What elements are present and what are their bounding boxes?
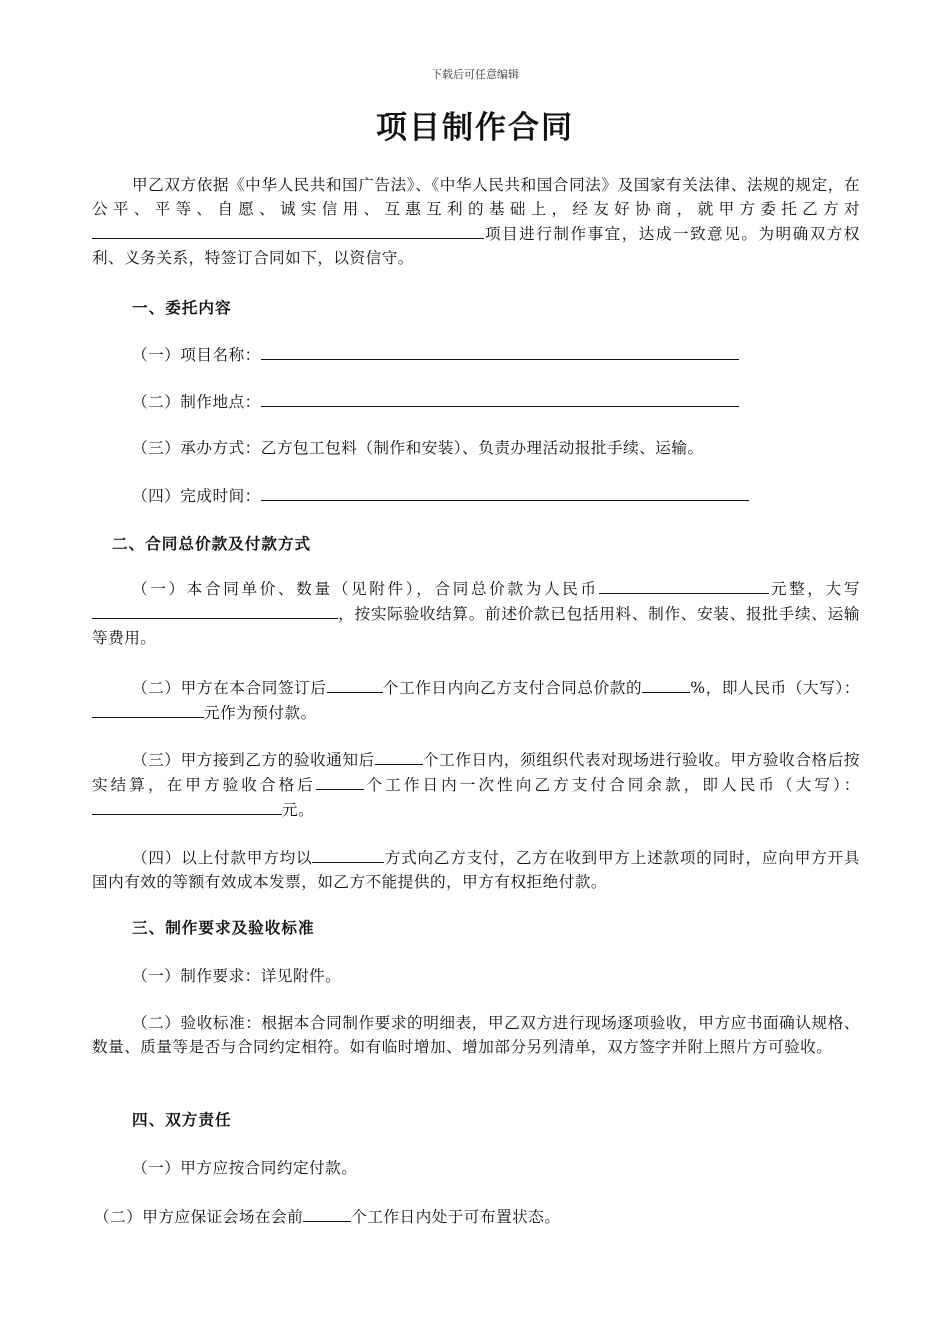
- total-price-blank: [599, 576, 769, 594]
- prepay-days-blank: [327, 675, 383, 693]
- item-completion-time: [132, 483, 749, 506]
- sec3-item-1-text: （一）制作要求：详见附件。: [132, 967, 342, 985]
- sec2-p1-text-c: ，按实际验收结算。前述价款已包括用料、制作、安装、报批手续、运输等费用。: [92, 605, 860, 647]
- sec4-item-2: [94, 1204, 560, 1227]
- item-project-name-label: （一）项目名称：: [132, 346, 261, 364]
- sec2-p3-text-b: 个工作日内，须组织代表对现场进行验收。甲方验收合格后按实结算，在甲方验收合格后: [92, 751, 860, 794]
- payment-method-blank: [312, 845, 384, 863]
- balance-amount-blank: [92, 797, 282, 815]
- item-undertaking: [132, 436, 704, 458]
- balance-days-blank: [316, 772, 364, 790]
- project-blank: [92, 221, 484, 239]
- sec4-item-2-text-a: （二）甲方应保证会场在会前: [94, 1208, 304, 1226]
- section-4-heading: 四、双方责任: [132, 1111, 232, 1129]
- sec4-item-2-text-b: 个工作日内处于可布置状态。: [351, 1208, 561, 1226]
- sec4-item-1: [132, 1156, 357, 1178]
- sec4-item-1-text: （一）甲方应按合同约定付款。: [132, 1159, 358, 1177]
- section-3-heading: 三、制作要求及验收标准: [132, 919, 315, 937]
- sec2-p3-text-d: 元。: [282, 801, 315, 819]
- item-location-label: （二）制作地点：: [132, 393, 261, 411]
- item-location: [132, 389, 739, 412]
- sec2-p1-text-a: （一）本合同单价、数量（见附件），合同总价款为人民币: [132, 580, 599, 598]
- intro-text-1: 甲乙双方依据《中华人民共和国广告法》、《中华人民共和国合同法》及国家有关法律、法规的规定，在公平、平等、自愿、诚实信用、互惠互利的基础上，经友好协商，就甲方委托乙方对: [92, 176, 860, 218]
- sec3-para-2: [92, 1011, 860, 1059]
- sec2-p2-text-c: %，即人民币（大写）：: [690, 679, 860, 697]
- item-project-name: [132, 342, 739, 365]
- completion-time-blank: [261, 483, 749, 501]
- sec2-para-4: [92, 845, 860, 894]
- prepay-percent-blank: [642, 675, 690, 693]
- header-note: 下载后可任意编辑: [431, 68, 519, 81]
- item-undertaking-text: （三）承办方式：乙方包工包料（制作和安装）、负责办理活动报批手续、运输。: [132, 439, 704, 457]
- page-title: 项目制作合同: [376, 110, 574, 146]
- prepay-amount-blank: [92, 700, 204, 718]
- sec2-p2-text-a: （二）甲方在本合同签订后: [132, 679, 327, 697]
- sec3-p2-text: （二）验收标准：根据本合同制作要求的明细表，甲乙双方进行现场逐项验收，甲方应书面确认规格、数量、质量等是否与合同约定相符。如有临时增加、增加部分另列清单，双方签字并附上照片方可验收。: [92, 1014, 860, 1056]
- sec2-p2-text-d: 元作为预付款。: [204, 704, 317, 722]
- price-in-words-blank: [92, 601, 338, 619]
- section-2-heading: 二、合同总价款及付款方式: [112, 535, 312, 553]
- sec2-p4-text-b: 方式向乙方支付，乙方在收到甲方上述款项的同时，应向甲方开具国内有效的等额有效成本发票，如乙方不能提供的，甲方有权拒绝付款。: [92, 849, 860, 891]
- sec3-item-1: [132, 964, 341, 986]
- sec2-p4-text-a: （四）以上付款甲方均以: [132, 849, 313, 867]
- sec2-para-2: [92, 675, 860, 725]
- sec2-p2-text-b: 个工作日内向乙方支付合同总价款的: [382, 679, 643, 697]
- sec2-p3-text-c: 个工作日内一次性向乙方支付合同余款，即人民币（大写）：: [363, 776, 860, 794]
- section-1-heading: 一、委托内容: [132, 299, 232, 317]
- inspection-days-blank: [375, 747, 423, 765]
- sec2-p3-text-a: （三）甲方接到乙方的验收通知后: [132, 751, 375, 769]
- sec2-para-3: [92, 747, 860, 822]
- intro-paragraph: [92, 173, 860, 270]
- project-name-blank: [261, 342, 739, 360]
- venue-days-blank: [303, 1204, 351, 1222]
- sec2-p1-text-b: 元整，大写: [768, 580, 860, 598]
- item-completion-time-label: （四）完成时间：: [132, 487, 261, 505]
- intro-text-2: 项目进行制作事宜，达成一致意见。为明确双方权利、义务关系，特签订合同如下，以资信守。: [92, 225, 860, 267]
- location-blank: [261, 389, 739, 407]
- sec2-para-1: [92, 576, 860, 650]
